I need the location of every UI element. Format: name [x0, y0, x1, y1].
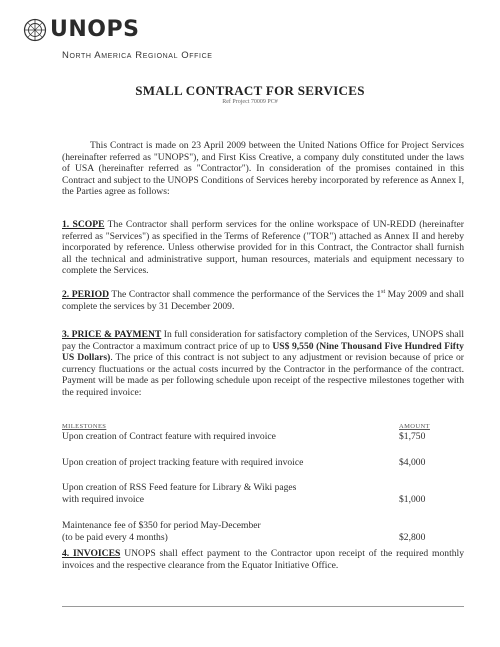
milestone-amount: $2,800: [399, 532, 426, 543]
invoices-heading: 4. INVOICES: [62, 548, 121, 559]
period-heading: 2. PERIOD: [62, 289, 110, 300]
price-text-2: . The price of this contract is not subject to any adjustment or revision because of price or currency fluctuations or the actual costs incurred by the Contractor in the performance of the contract. Payment will be made as per following schedule upon receipt of the respective milestones together with the required invoice:: [62, 352, 465, 398]
scope-heading: 1. SCOPE: [62, 219, 105, 230]
amount-col-header: AMOUNT: [399, 423, 430, 430]
milestone-line: Maintenance fee of $350 for period May-December: [62, 520, 261, 531]
milestone-line: with required invoice: [62, 493, 145, 505]
period-sup: st: [381, 288, 386, 295]
milestone-amount: $1,750: [399, 431, 426, 442]
un-emblem-icon: [23, 18, 47, 42]
milestone-line: Upon creation of Contract feature with required invoice: [62, 431, 276, 442]
milestone-line: Upon creation of RSS Feed feature for Library & Wiki pages: [62, 482, 297, 493]
price-heading: 3. PRICE & PAYMENT: [62, 329, 162, 340]
milestones-col-header: MILESTONES: [62, 423, 107, 430]
price-text-1: In full consideration for satisfactory completion of the Services, UNOPS shall pay the Contractor a maximum contract price of up to: [62, 329, 464, 352]
milestone-desc: [62, 520, 382, 543]
document-ref: Ref Project 70009 PC#: [222, 99, 278, 105]
milestone-desc: [62, 431, 382, 443]
scope-text: The Contractor shall perform services for the online workspace of UN-REDD (hereinafter referred as "Services") as specified in the Terms of Reference ("TOR") attached as Annex II and hereby incorporated by reference. Unless otherwise provided for in this Contract, the Contractor shall furnish all the technical and administrative support, human resources, materials and equipment necessary to complete the Services.: [62, 219, 464, 277]
milestone-desc: [62, 457, 382, 469]
milestone-desc: [62, 482, 382, 505]
milestone-amount: $4,000: [399, 457, 426, 468]
footer-divider: [62, 606, 464, 607]
intro-paragraph: [62, 140, 464, 198]
logo-text: UNOPS: [50, 17, 140, 42]
milestone-amount: $1,000: [399, 494, 426, 505]
period-text-before: The Contractor shall commence the performance of the Services the 1: [109, 289, 382, 300]
period-text-after: May 2009 and shall complete the services by 31 December 2009.: [62, 289, 464, 312]
milestone-line: (to be paid every 4 months): [62, 531, 168, 543]
price-amount: US$ 9,550 (Nine Thousand Five Hundred Fifty US Dollars): [62, 340, 464, 364]
milestone-line: Upon creation of project tracking feature with required invoice: [62, 457, 304, 468]
invoices-text: UNOPS shall effect payment to the Contractor upon receipt of the required monthly invoices and the respective clearance from the Equator Initiative Office.: [62, 548, 464, 571]
period-section: [62, 289, 464, 312]
price-section: [62, 329, 464, 399]
unops-logo: [23, 18, 139, 42]
invoices-section: [62, 548, 464, 571]
office-name: North America Regional Office: [62, 50, 213, 61]
scope-section: [62, 219, 464, 277]
document-title: SMALL CONTRACT FOR SERVICES: [135, 83, 365, 98]
intro-text: This Contract is made on 23 April 2009 between the United Nations Office for Project Services (hereinafter referred as "UNOPS"), and First Kiss Creative, a company duly constituted under the laws of USA (hereinafter referred as "Contractor"). In consideration of the promises contained in this Contract and subject to the UNOPS Conditions of Services hereby incorporated by reference as Annex I, the Parties agree as follows:: [62, 140, 464, 198]
